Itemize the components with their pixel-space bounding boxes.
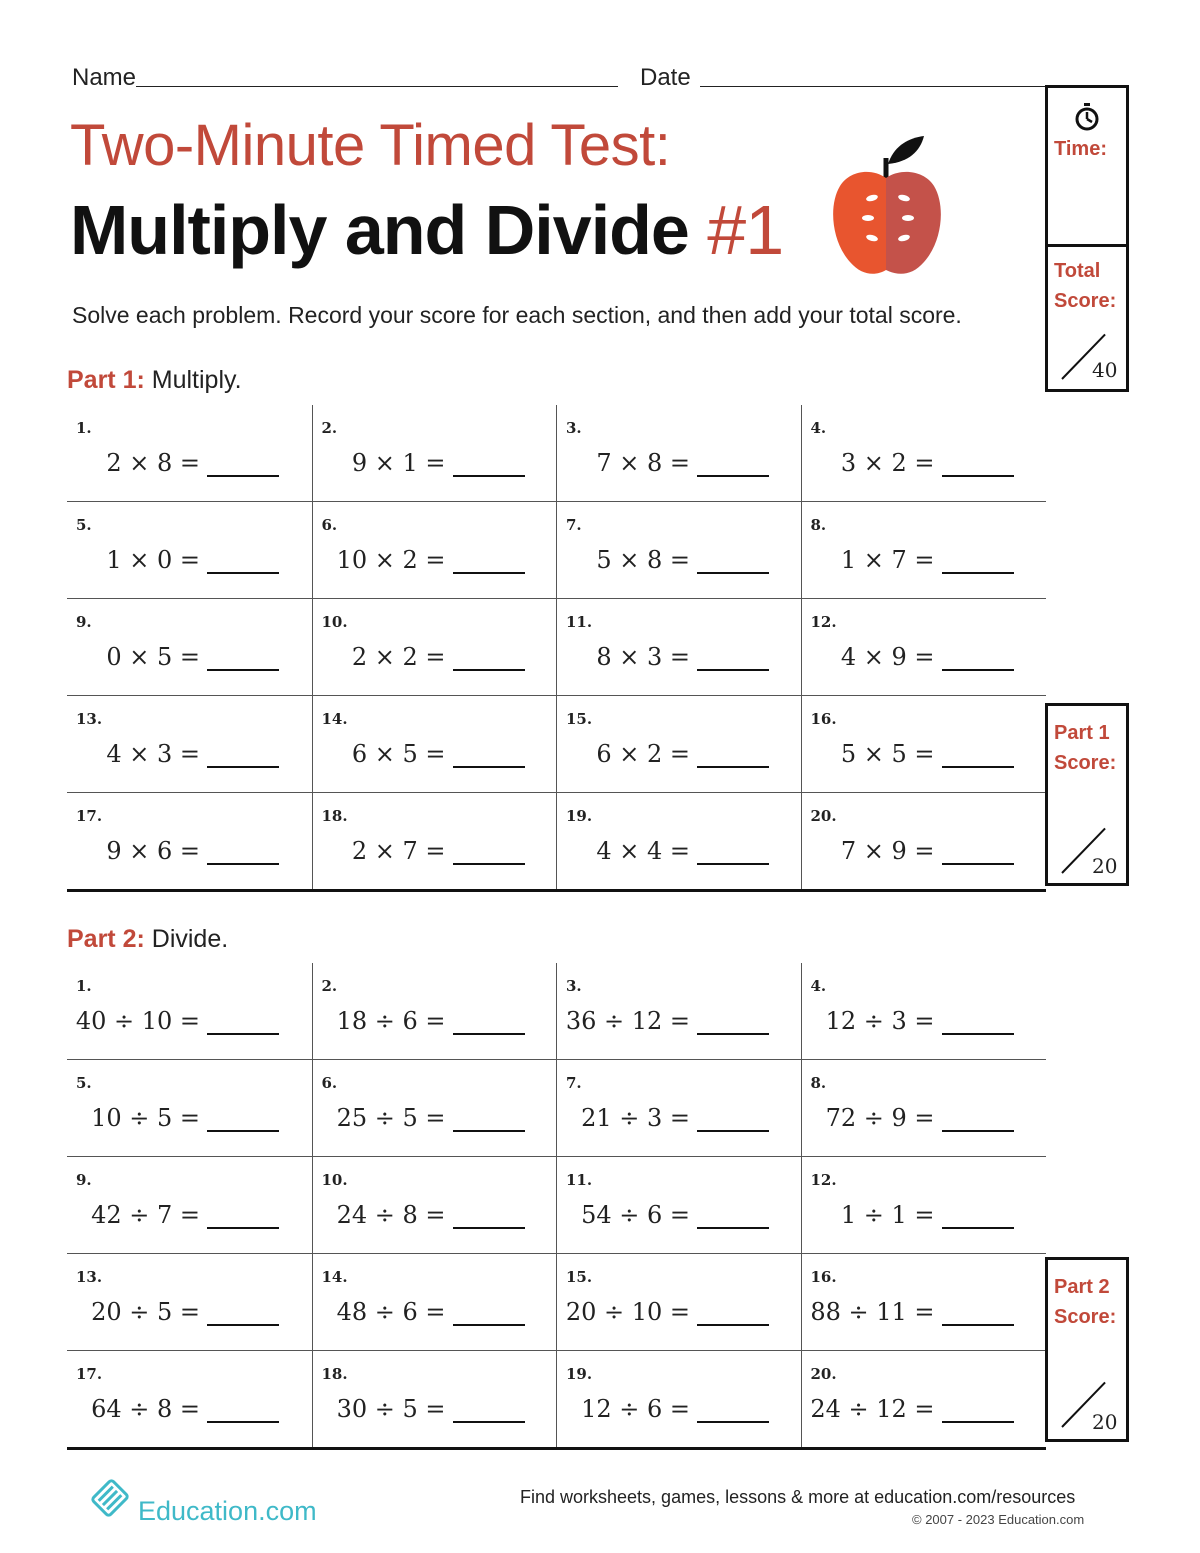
answer-blank[interactable] (697, 572, 769, 574)
problem-row (67, 1060, 1046, 1157)
problem-expression: 72 ÷ 9 = (825, 1104, 935, 1132)
problem-row (67, 1254, 1046, 1351)
problem-expression: 4 × 4 = (596, 837, 690, 865)
problem-cell (556, 793, 801, 889)
problem-row (67, 502, 1046, 599)
footer-tagline[interactable]: Find worksheets, games, lessons & more at education.com/resources (520, 1487, 1076, 1507)
problem-cell (801, 696, 1046, 792)
problem-number: 17. (76, 1365, 103, 1383)
problem-number: 16. (810, 1268, 837, 1286)
problem-expression: 10 ÷ 5 = (91, 1104, 200, 1132)
problem-cell (67, 1254, 311, 1350)
part1-grid (67, 405, 1046, 892)
problem-row (67, 1157, 1046, 1254)
problem-number: 19. (566, 807, 593, 825)
time-label: Time: (1054, 138, 1107, 160)
stopwatch-icon (1074, 102, 1100, 132)
problem-cell (801, 502, 1046, 598)
problem-expression: 5 × 8 = (596, 546, 690, 574)
part2-title: Divide. (151, 925, 229, 953)
answer-blank[interactable] (942, 669, 1014, 671)
answer-blank[interactable] (942, 1421, 1014, 1423)
answer-blank[interactable] (942, 1033, 1014, 1035)
problem-cell (67, 502, 311, 598)
total-score-label-2: Score: (1054, 290, 1117, 312)
problem-number: 20. (810, 807, 837, 825)
part1-score-label-1: Part 1 (1054, 722, 1110, 744)
problem-number: 7. (566, 516, 582, 534)
problem-cell (801, 405, 1046, 501)
part1-score-box (1045, 703, 1129, 886)
answer-blank[interactable] (942, 1324, 1014, 1326)
problem-expression: 7 × 9 = (840, 837, 935, 865)
answer-blank[interactable] (453, 1033, 525, 1035)
answer-blank[interactable] (207, 475, 279, 477)
answer-blank[interactable] (207, 1324, 279, 1326)
problem-cell (67, 599, 311, 695)
education-logo-icon (84, 1472, 136, 1524)
problem-number: 14. (321, 1268, 348, 1286)
problem-cell (312, 793, 557, 889)
answer-blank[interactable] (942, 863, 1014, 865)
part1-heading (67, 366, 242, 395)
problem-cell (67, 793, 311, 889)
problem-expression: 12 ÷ 3 = (825, 1007, 935, 1035)
answer-blank[interactable] (697, 1324, 769, 1326)
title-number: #1 (707, 191, 784, 269)
problem-number: 2. (321, 419, 338, 437)
answer-blank[interactable] (453, 669, 525, 671)
answer-blank[interactable] (942, 475, 1014, 477)
problem-cell (801, 793, 1046, 889)
title-line2 (70, 190, 783, 270)
problem-cell (67, 405, 311, 501)
problem-cell (801, 963, 1046, 1059)
problem-number: 13. (76, 710, 103, 728)
problem-number: 6. (321, 1074, 338, 1092)
problem-number: 19. (566, 1365, 593, 1383)
problem-cell (67, 1351, 311, 1447)
problem-number: 7. (566, 1074, 582, 1092)
part1-title: Multiply. (151, 366, 242, 394)
problem-number: 4. (810, 977, 827, 995)
problem-number: 10. (321, 613, 348, 631)
problem-cell (312, 1060, 557, 1156)
problem-number: 18. (321, 1365, 348, 1383)
problem-cell (556, 502, 801, 598)
problem-expression: 1 × 7 = (840, 546, 935, 574)
problem-expression: 42 ÷ 7 = (91, 1201, 200, 1229)
problem-number: 4. (810, 419, 827, 437)
problem-expression: 25 ÷ 5 = (336, 1104, 446, 1132)
problem-cell (556, 963, 801, 1059)
answer-blank[interactable] (207, 1130, 279, 1132)
problem-cell (556, 405, 801, 501)
problem-number: 11. (566, 613, 593, 631)
problem-row (67, 405, 1046, 502)
problem-number: 12. (810, 1171, 837, 1189)
problem-expression: 9 × 1 = (351, 449, 446, 477)
problem-expression: 6 × 5 = (351, 740, 446, 768)
problem-number: 6. (321, 516, 338, 534)
problem-number: 5. (76, 1074, 92, 1092)
answer-blank[interactable] (942, 1227, 1014, 1229)
problem-number: 1. (76, 419, 92, 437)
problem-expression: 4 × 9 = (840, 643, 935, 671)
name-label: Name (72, 64, 137, 91)
problem-number: 18. (321, 807, 348, 825)
problem-number: 15. (566, 710, 593, 728)
problem-cell (312, 405, 557, 501)
problem-cell (556, 1060, 801, 1156)
problem-expression: 20 ÷ 5 = (91, 1298, 200, 1326)
problem-expression: 5 × 5 = (840, 740, 935, 768)
answer-blank[interactable] (453, 766, 525, 768)
problem-row (67, 696, 1046, 793)
problem-cell (312, 1351, 557, 1447)
problem-cell (312, 599, 557, 695)
answer-blank[interactable] (697, 766, 769, 768)
problem-cell (67, 696, 311, 792)
problem-expression: 36 ÷ 12 = (565, 1007, 690, 1035)
problem-expression: 1 × 0 = (106, 546, 200, 574)
problem-number: 3. (566, 419, 582, 437)
problem-row (67, 1351, 1046, 1450)
date-field[interactable] (700, 86, 1048, 87)
answer-blank[interactable] (207, 863, 279, 865)
problem-number: 2. (321, 977, 338, 995)
problem-number: 14. (321, 710, 348, 728)
problem-number: 11. (566, 1171, 593, 1189)
problem-number: 17. (76, 807, 103, 825)
name-field[interactable] (136, 86, 618, 87)
problem-expression: 48 ÷ 6 = (336, 1298, 446, 1326)
problem-number: 5. (76, 516, 92, 534)
problem-expression: 24 ÷ 12 = (810, 1395, 935, 1423)
answer-blank[interactable] (697, 1130, 769, 1132)
problem-expression: 10 × 2 = (336, 546, 446, 574)
instructions: Solve each problem. Record your score for each section, and then add your total score. (72, 302, 962, 328)
part2-score-label-1: Part 2 (1054, 1276, 1110, 1298)
total-score-label-1: Total (1054, 260, 1101, 282)
part2-label: Part 2: (67, 925, 145, 953)
answer-blank[interactable] (207, 766, 279, 768)
part2-score-box (1045, 1257, 1129, 1442)
answer-blank[interactable] (697, 475, 769, 477)
problem-cell (67, 1157, 311, 1253)
problem-cell (67, 1060, 311, 1156)
answer-blank[interactable] (453, 1324, 525, 1326)
apple-icon (828, 132, 948, 277)
problem-row (67, 599, 1046, 696)
problem-number: 15. (566, 1268, 593, 1286)
problem-expression: 20 ÷ 10 = (565, 1298, 690, 1326)
problem-expression: 3 × 2 = (840, 449, 935, 477)
problem-expression: 2 × 7 = (351, 837, 446, 865)
problem-cell (801, 599, 1046, 695)
answer-blank[interactable] (697, 1227, 769, 1229)
title-line1: Two-Minute Timed Test: (70, 113, 671, 178)
problem-number: 13. (76, 1268, 103, 1286)
answer-blank[interactable] (453, 863, 525, 865)
problem-expression: 88 ÷ 11 = (810, 1298, 935, 1326)
problem-cell (801, 1254, 1046, 1350)
problem-cell (556, 1157, 801, 1253)
problem-cell (312, 1157, 557, 1253)
problem-cell (312, 696, 557, 792)
problem-cell (801, 1351, 1046, 1447)
problem-cell (556, 1351, 801, 1447)
total-score-max: 40 (1092, 358, 1118, 382)
part2-grid (67, 963, 1046, 1450)
problem-number: 1. (76, 977, 92, 995)
problem-number: 8. (810, 516, 827, 534)
problem-expression: 1 ÷ 1 = (840, 1201, 935, 1229)
problem-expression: 6 × 2 = (596, 740, 690, 768)
answer-blank[interactable] (453, 572, 525, 574)
problem-cell (67, 963, 311, 1059)
problem-row (67, 963, 1046, 1060)
problem-expression: 54 ÷ 6 = (581, 1201, 690, 1229)
answer-blank[interactable] (207, 669, 279, 671)
answer-blank[interactable] (453, 1421, 525, 1423)
problem-row (67, 793, 1046, 892)
answer-blank[interactable] (942, 766, 1014, 768)
problem-cell (312, 963, 557, 1059)
footer-brand[interactable]: Education.com (138, 1496, 317, 1526)
problem-expression: 0 × 5 = (106, 643, 200, 671)
part1-score-label-2: Score: (1054, 752, 1117, 774)
answer-blank[interactable] (697, 669, 769, 671)
problem-expression: 30 ÷ 5 = (336, 1395, 446, 1423)
problem-cell (556, 1254, 801, 1350)
time-total-panel (1045, 85, 1129, 392)
problem-number: 10. (321, 1171, 348, 1189)
answer-blank[interactable] (207, 1421, 279, 1423)
answer-blank[interactable] (697, 863, 769, 865)
answer-blank[interactable] (453, 1130, 525, 1132)
problem-expression: 12 ÷ 6 = (581, 1395, 690, 1423)
answer-blank[interactable] (207, 1227, 279, 1229)
part2-score-max: 20 (1092, 1410, 1118, 1434)
answer-blank[interactable] (207, 572, 279, 574)
panel-divider (1048, 244, 1126, 247)
part2-score-label-2: Score: (1054, 1306, 1117, 1328)
answer-blank[interactable] (942, 1130, 1014, 1132)
problem-number: 8. (810, 1074, 827, 1092)
problem-expression: 21 ÷ 3 = (581, 1104, 690, 1132)
problem-number: 3. (566, 977, 582, 995)
problem-expression: 8 × 3 = (596, 643, 690, 671)
problem-expression: 9 × 6 = (106, 837, 200, 865)
problem-expression: 2 × 2 = (351, 643, 446, 671)
date-label: Date (640, 64, 691, 91)
problem-expression: 2 × 8 = (106, 449, 200, 477)
problem-cell (556, 599, 801, 695)
answer-blank[interactable] (697, 1033, 769, 1035)
part1-label: Part 1: (67, 366, 145, 394)
problem-expression: 7 × 8 = (596, 449, 690, 477)
title-text: Multiply and Divide (70, 191, 689, 269)
problem-cell (312, 1254, 557, 1350)
problem-expression: 4 × 3 = (106, 740, 200, 768)
problem-cell (312, 502, 557, 598)
problem-cell (801, 1157, 1046, 1253)
answer-blank[interactable] (942, 572, 1014, 574)
part1-score-max: 20 (1092, 854, 1118, 878)
answer-blank[interactable] (453, 475, 525, 477)
problem-number: 9. (76, 613, 92, 631)
problem-expression: 64 ÷ 8 = (91, 1395, 200, 1423)
answer-blank[interactable] (453, 1227, 525, 1229)
answer-blank[interactable] (697, 1421, 769, 1423)
problem-number: 20. (810, 1365, 837, 1383)
problem-number: 9. (76, 1171, 92, 1189)
problem-cell (801, 1060, 1046, 1156)
answer-blank[interactable] (207, 1033, 279, 1035)
problem-number: 16. (810, 710, 837, 728)
problem-expression: 18 ÷ 6 = (336, 1007, 446, 1035)
footer-copyright: © 2007 - 2023 Education.com (912, 1512, 1085, 1527)
problem-number: 12. (810, 613, 837, 631)
problem-expression: 24 ÷ 8 = (336, 1201, 446, 1229)
problem-cell (556, 696, 801, 792)
part2-heading (67, 925, 228, 954)
problem-expression: 40 ÷ 10 = (75, 1007, 200, 1035)
